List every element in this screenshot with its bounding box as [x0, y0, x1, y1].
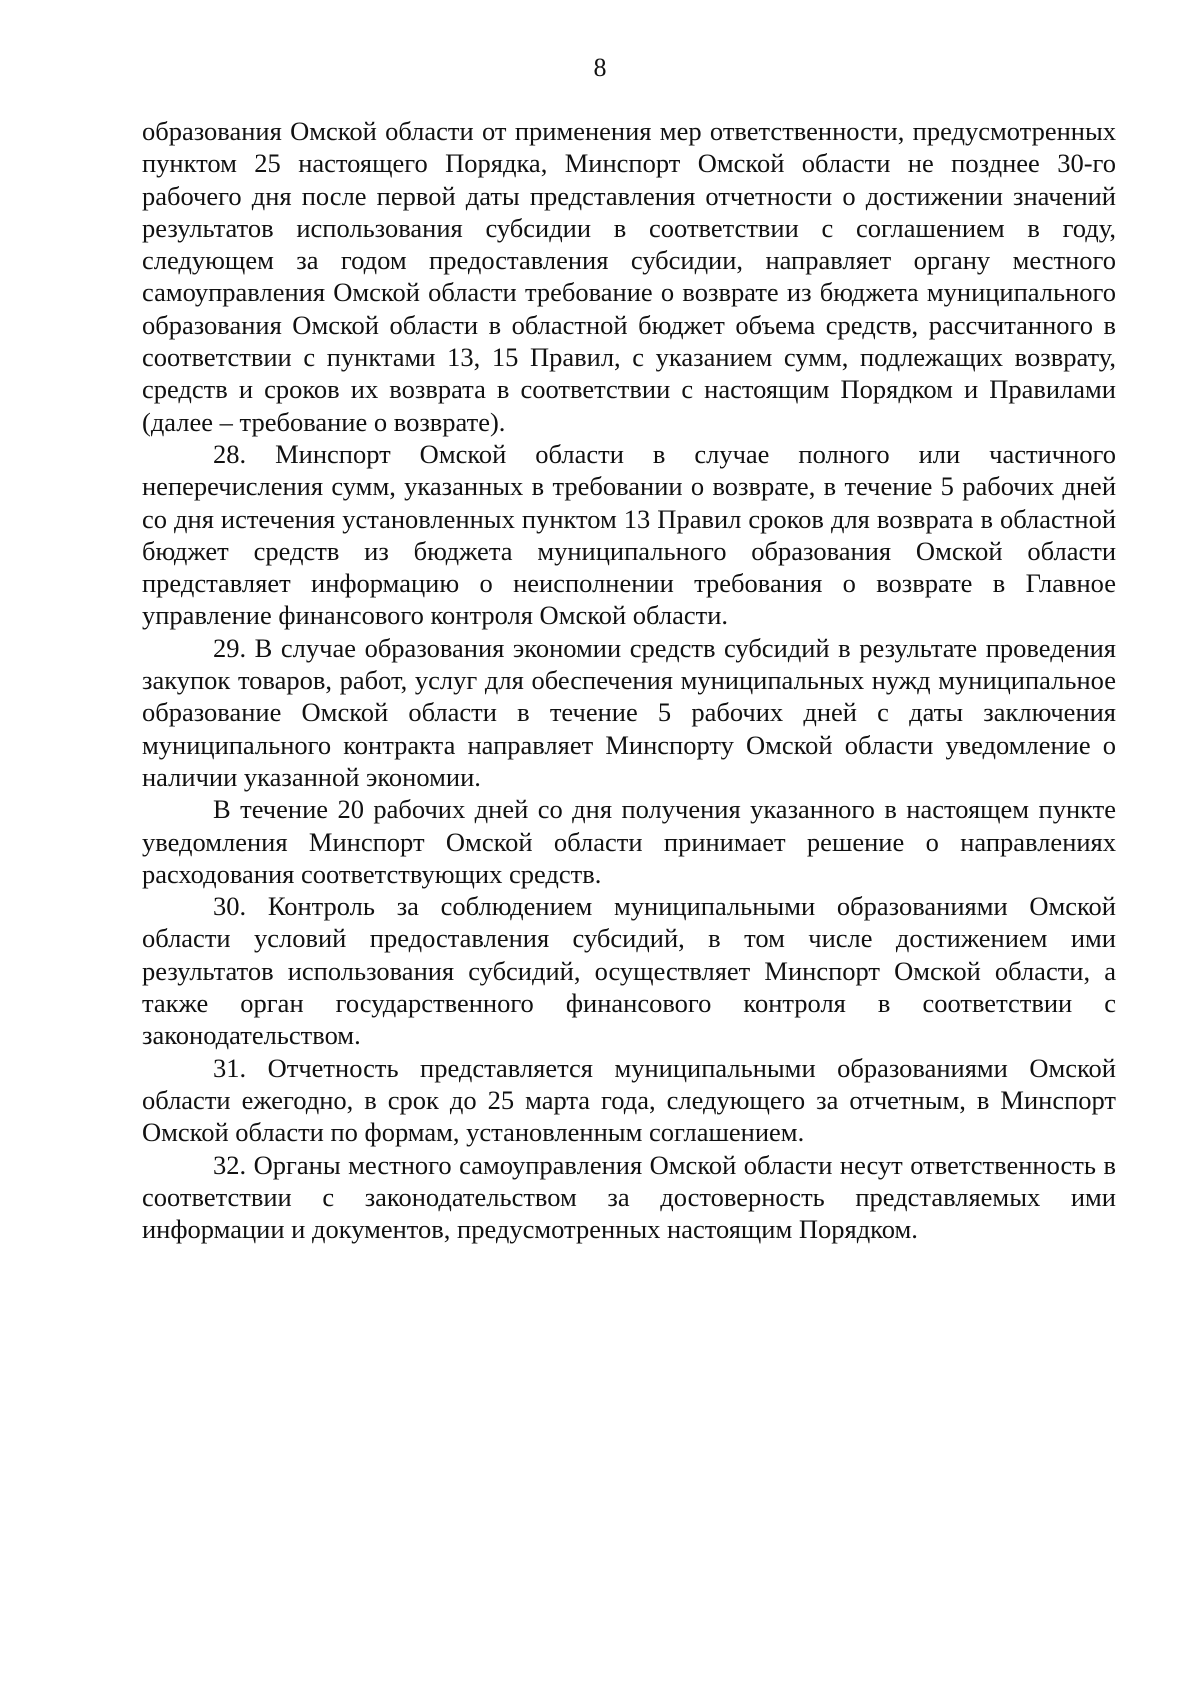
paragraph-item-32: 32. Органы местного самоуправления Омской области несут ответственность в соответствии с законодательством за достоверность представляемых ими информации и документов, предусмотренных настоящим Порядком. — [142, 1149, 1116, 1245]
paragraph-item-31: 31. Отчетность представляется муниципальными образованиями Омской области ежегодно, в срок до 25 марта года, следующего за отчетным, в Минспорт Омской области по формам, установленным соглашением. — [142, 1052, 1116, 1148]
paragraph-item-30: 30. Контроль за соблюдением муниципальными образованиями Омской области условий предоставления субсидий, в том числе достижением ими результатов использования субсидий, осуществляет Минспорт Омской области, а также орган государственного финансового контроля в соответствии с законодательством. — [142, 891, 1116, 1051]
paragraph-continuation: образования Омской области от применения мер ответственности, предусмотренных пунктом 25 настоящего Порядка, Минспорт Омской области не позднее 30-го рабочего дня после первой даты представления отчетности о достижении значений результатов использования субсидии в соответствии с соглашением в году, следующем за годом предоставления субсидии, направляет органу местного самоуправления Омской области требование о возврате из бюджета муниципального образования Омской области в областной бюджет объема средств, рассчитанного в соответствии с пунктами 13, 15 Правил, с указанием сумм, подлежащих возврату, средств и сроков их возврата в соответствии с настоящим Порядком и Правилами (далее – требование о возврате). — [142, 116, 1116, 437]
paragraph-item-28: 28. Минспорт Омской области в случае полного или частичного неперечисления сумм, указанных в требовании о возврате, в течение 5 рабочих дней со дня истечения установленных пунктом 13 Правил сроков для возврата в областной бюджет средств из бюджета муниципального образования Омской области представляет информацию о неисполнении требования о возврате в Главное управление финансового контроля Омской области. — [142, 438, 1116, 631]
paragraph-item-29-continued: В течение 20 рабочих дней со дня получения указанного в настоящем пункте уведомления Минспорт Омской области принимает решение о направлениях расходования соответствующих средств. — [142, 794, 1116, 889]
paragraph-item-29: 29. В случае образования экономии средств субсидий в результате проведения закупок товаров, работ, услуг для обеспечения муниципальных нужд муниципальное образование Омской области в течение 5 рабочих дней с даты заключения муниципального контракта направляет Минспорту Омской области уведомление о наличии указанной экономии. — [142, 632, 1116, 792]
page-number: 8 — [593, 53, 607, 82]
document-body — [142, 115, 1116, 1245]
